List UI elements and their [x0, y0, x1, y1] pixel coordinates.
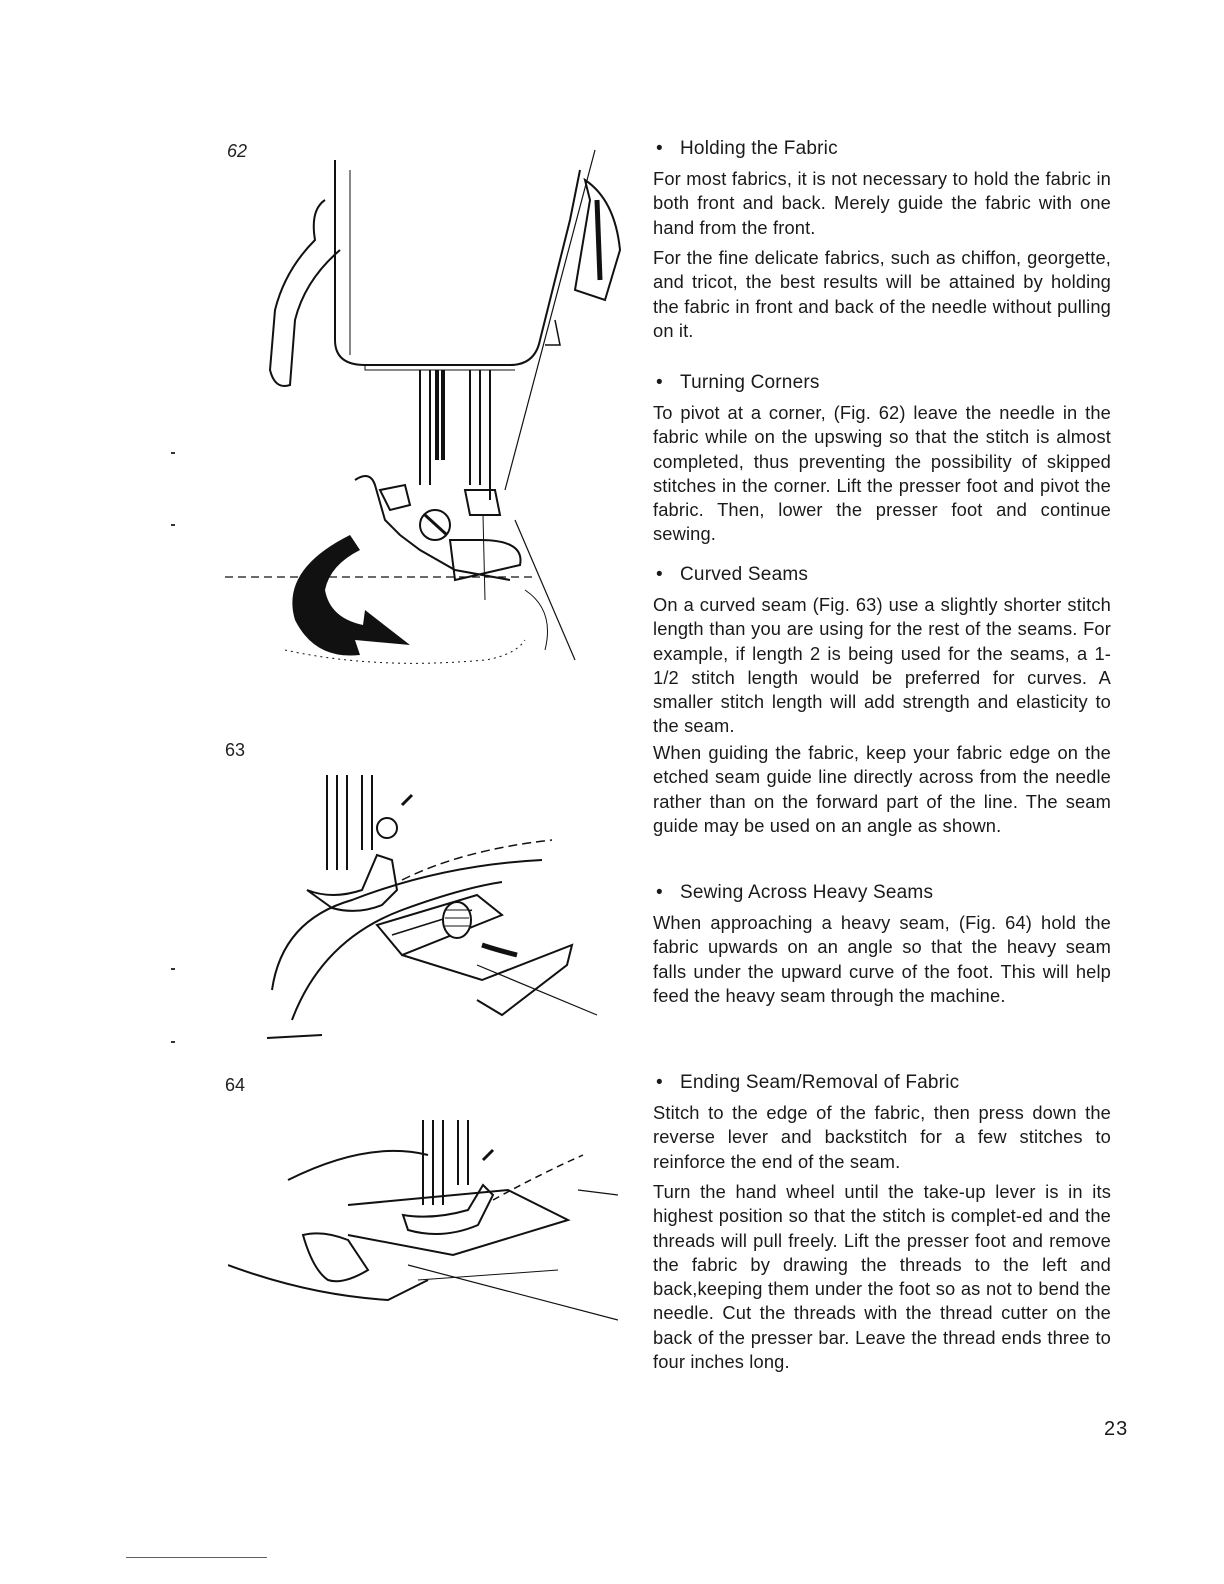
bullet-icon: • — [656, 564, 663, 585]
heading-curved-seams: • Curved Seams — [656, 564, 809, 585]
paragraph: On a curved seam (Fig. 63) use a slightly shorter stitch length than you are using for the rest of the seams. For example, if length 2 is being used for the seams, a 1-1/2 stitch length would be preferred for curves. A smaller stitch length will add strength and elasticity to the seam. — [653, 594, 1111, 737]
paragraph: When guiding the fabric, keep your fabric edge on the etched seam guide line directly across from the needle rather than on the forward part of the line. The seam guide may be used on an angle as shown. — [653, 742, 1111, 836]
footer-rule — [126, 1557, 267, 1558]
heading-holding-fabric: • Holding the Fabric — [656, 138, 838, 159]
paragraph: When approaching a heavy seam, (Fig. 64) hold the fabric upwards on an angle so that the heavy seam falls under the upward curve of the foot. This will help feed the heavy seam through the machine. — [653, 912, 1111, 1006]
figure-64-label: 64 — [225, 1075, 246, 1095]
figure-63-illustration — [262, 770, 612, 1045]
bullet-icon: • — [656, 882, 663, 903]
paragraph: Turn the hand wheel until the take-up lever is in its highest position so that the stitch is complet-ed and the threads will pull freely. Lift the presser foot and remove the fabric by drawing the threads to the left and back,keeping them under the foot so as not to bend the needle. Cut the threads with the thread cutter on the back of the presser bar. Leave the thread ends three to four inches long. — [653, 1181, 1111, 1373]
paragraph: For most fabrics, it is not necessary to hold the fabric in both front and back. Merely guide the fabric with one hand from the front. — [653, 168, 1111, 238]
scan-speck — [171, 968, 175, 970]
bullet-icon: • — [656, 1072, 663, 1093]
bullet-icon: • — [656, 372, 663, 393]
figure-62-label: 62 — [227, 141, 248, 161]
paragraph: To pivot at a corner, (Fig. 62) leave the needle in the fabric while on the upswing so that the stitch is almost completed, thus preventing the possibility of skipped stitches in the corner. Lift the presser foot and pivot the fabric. Then, lower the presser foot and continue sewing. — [653, 402, 1111, 545]
heading-heavy-seams: • Sewing Across Heavy Seams — [656, 882, 934, 903]
curved-seam-guide-icon — [262, 770, 612, 1045]
heading-ending-seam: • Ending Seam/Removal of Fabric — [656, 1072, 960, 1093]
bullet-icon: • — [656, 138, 663, 159]
sewing-machine-pivot-icon — [225, 140, 625, 680]
figure-64-illustration — [228, 1115, 618, 1330]
figure-63-label: 63 — [225, 740, 246, 760]
heavy-seam-foot-icon — [228, 1115, 618, 1330]
heading-turning-corners: • Turning Corners — [656, 372, 820, 393]
paragraph: Stitch to the edge of the fabric, then press down the reverse lever and backstitch for a few stitches to reinforce the end of the seam. — [653, 1102, 1111, 1172]
page-number: 23 — [1104, 1418, 1129, 1440]
scan-speck — [171, 452, 175, 454]
scan-speck — [171, 524, 175, 526]
paragraph: For the fine delicate fabrics, such as chiffon, georgette, and tricot, the best results will be attained by holding the fabric in front and back of the needle without pulling on it. — [653, 247, 1111, 341]
scan-speck — [171, 1041, 175, 1043]
figure-62-illustration — [225, 140, 625, 680]
